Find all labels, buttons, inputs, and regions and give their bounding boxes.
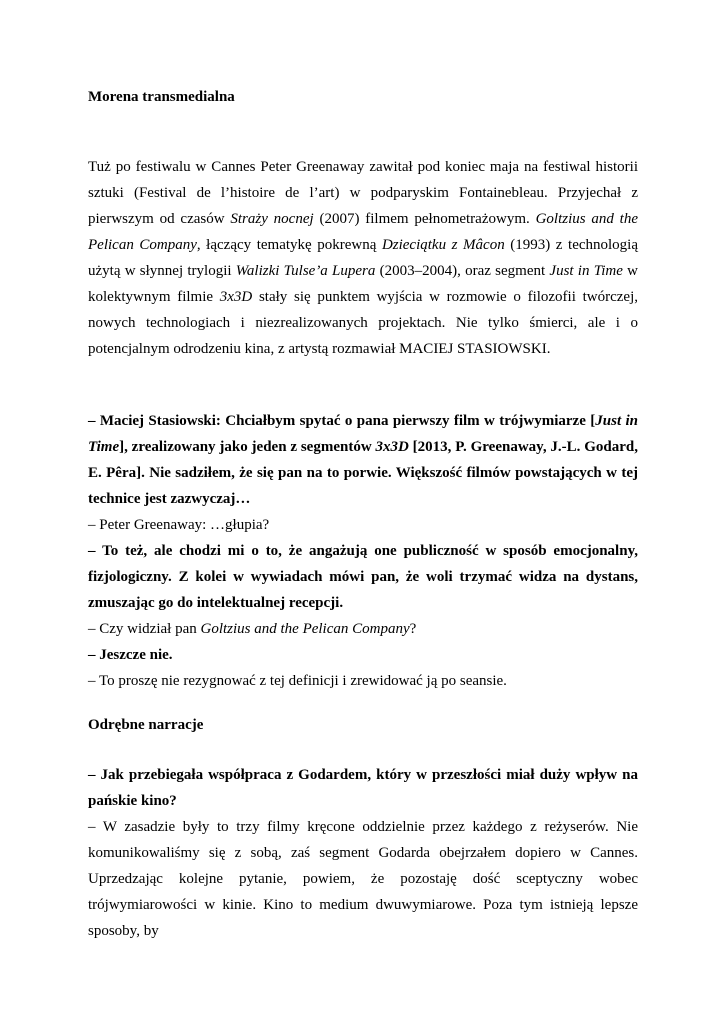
question-text: – Maciej Stasiowski: Chciałbym spytać o pana pierwszy film w trójwymiarze [ <box>88 413 596 429</box>
lead-italic-title: Goltzius and the Pelican Company <box>88 211 638 253</box>
question-2: – To też, ale chodzi mi o to, że angażują one publiczność w sposób emocjonalny, fizjologiczny. Z kolei w wywiadach mówi pan, że woli trzymać widza na dystans, zmuszając go do intelektualnej recepcji. <box>88 543 638 611</box>
answer-2 <box>88 616 638 642</box>
question-italic-title: 3x3D <box>375 439 409 455</box>
question-4: – Jak przebiegała współpraca z Godardem, który w przeszłości miał duży wpływ na pańskie kino? <box>88 767 638 809</box>
question-1 <box>88 408 638 512</box>
answer-1: – Peter Greenaway: …głupia? <box>88 517 270 533</box>
interview-block <box>88 408 638 694</box>
lead-text: (2003–2004), oraz segment <box>375 263 550 279</box>
lead-text: , łączący tematykę pokrewną <box>196 237 382 253</box>
answer-text: ? <box>409 621 417 637</box>
question-3: – Jeszcze nie. <box>88 647 173 663</box>
question-italic-title: Just in Time <box>88 413 639 455</box>
lead-italic-title: Just in Time <box>549 263 623 279</box>
lead-italic-title: Walizki Tulse’a Lupera <box>235 263 376 279</box>
lead-italic-title: Dzieciątku z Mâcon <box>381 237 505 253</box>
section-heading: Odrębne narracje <box>88 717 204 733</box>
lead-text: stały się punktem wyjścia w rozmowie o filozofii twórczej, nowych technologiach i niezrealizowanych projektach. Nie tylko śmierci, ale i o potencjalnym odrodzeniu kina, z artystą rozmawiał MACIEJ STASIOWSKI. <box>88 289 638 357</box>
lead-text: Tuż po festiwalu w Cannes Peter Greenaway zawitał pod koniec maja na festiwal historii sztuki (Festival de l’histoire de l’art) w podparyskim Fontainebleau. Przyjechał z pierwszym od czasów <box>88 159 638 227</box>
answer-text: – Czy widział pan <box>88 621 201 637</box>
question-text: [2013, P. Greenaway, J.-L. Godard, E. Pêra]. Nie sadziłem, że się pan na to porwie. Większość filmów powstających w tej technice jest zazwyczaj… <box>88 439 638 507</box>
lead-italic-title: Straży nocnej <box>230 211 314 227</box>
lead-text: (2007) filmem pełnometrażowym. <box>313 211 536 227</box>
question-text: ], zrealizowany jako jeden z segmentów <box>119 439 376 455</box>
lead-italic-title: 3x3D <box>219 289 253 305</box>
answer-3: – To proszę nie rezygnować z tej definicji i zrewidować ją po seansie. <box>88 673 507 689</box>
lead-paragraph <box>88 154 638 362</box>
lead-text: w kolektywnym filmie <box>88 263 638 305</box>
answer-4: – W zasadzie były to trzy filmy kręcone oddzielnie przez każdego z reżyserów. Nie komunikowaliśmy się z sobą, zaś segment Godarda obejrzałem dopiero w Cannes. Uprzedzając kolejne pytanie, powiem, że pozostaję dość sceptyczny wobec trójwymiarowości w kinie. Kino to medium dwuwymiarowe. Poza tym istnieją lepsze sposoby, by <box>88 819 638 939</box>
lead-text: (1993) z technologią użytą w słynnej trylogii <box>88 237 639 279</box>
article-title: Morena transmedialna <box>88 89 235 105</box>
answer-italic-title: Goltzius and the Pelican Company <box>200 621 410 637</box>
interview-block-2 <box>88 762 638 944</box>
